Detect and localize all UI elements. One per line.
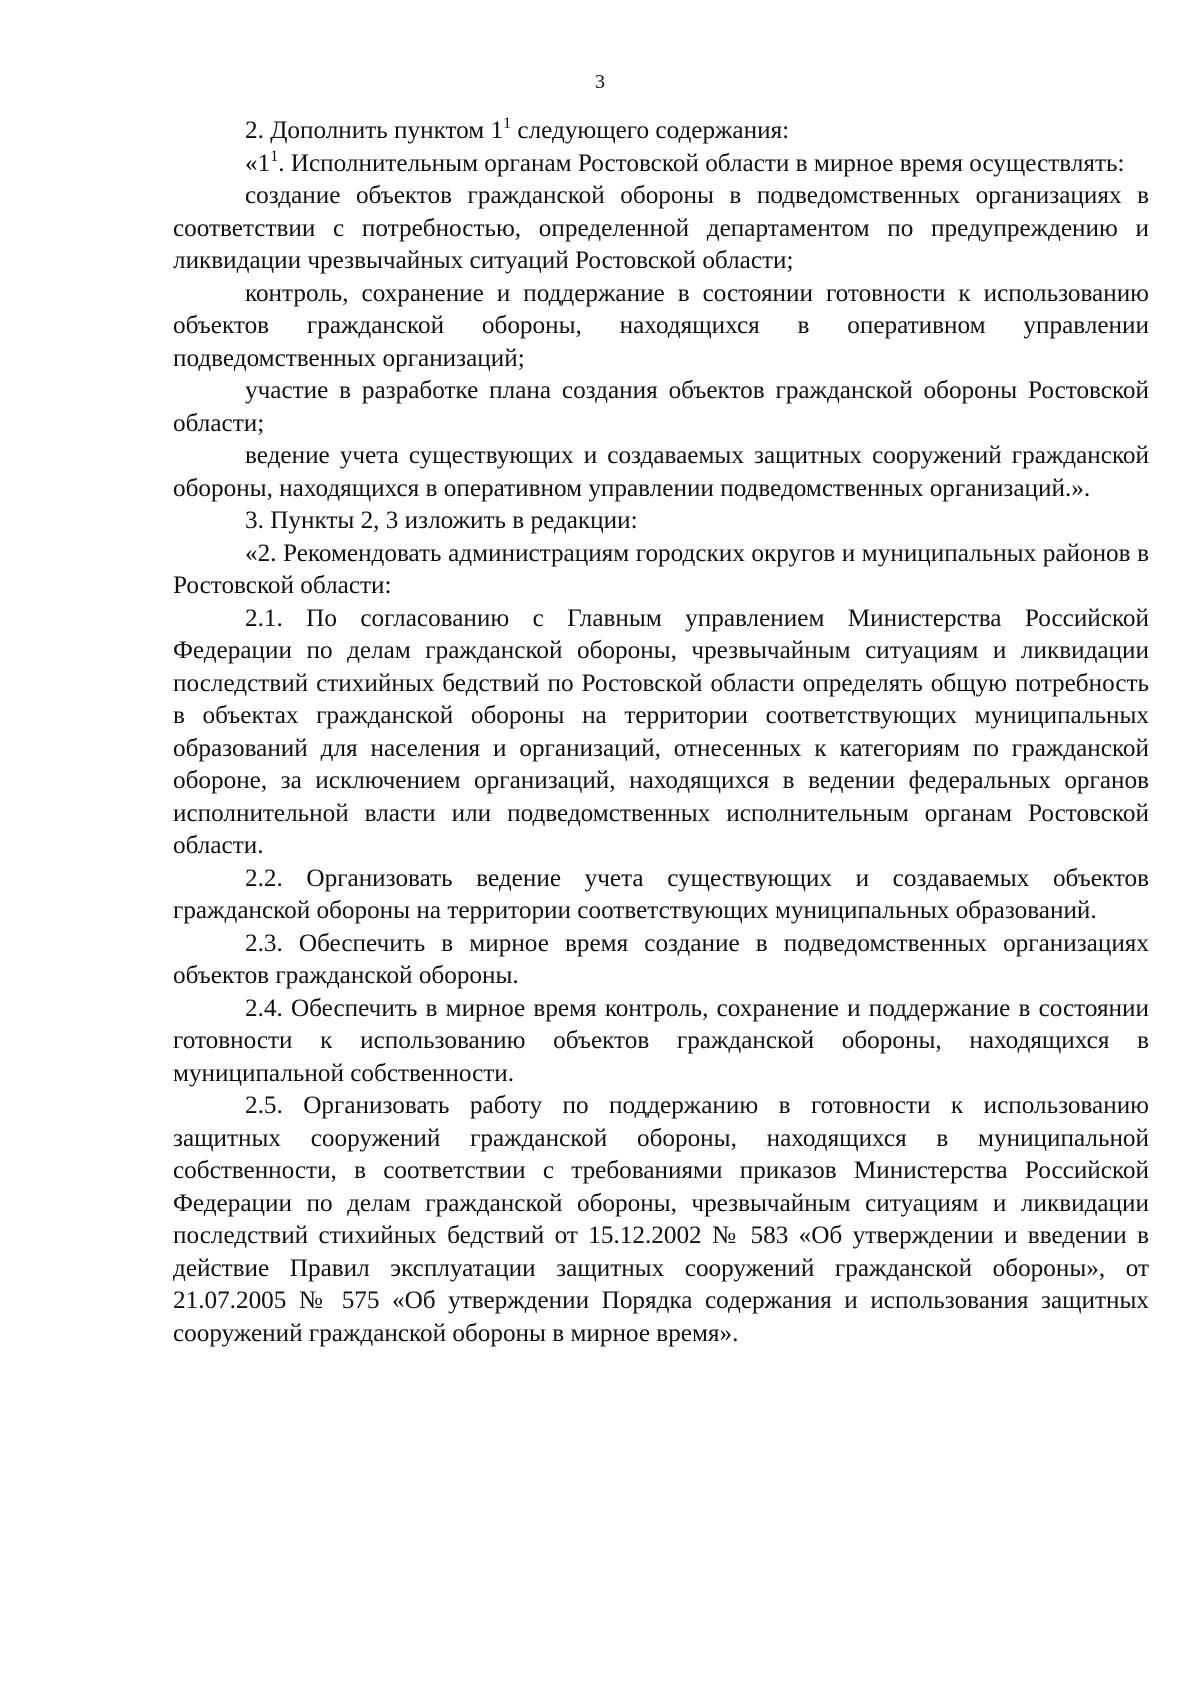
paragraph-text: 2. Дополнить пунктом 1 bbox=[245, 117, 504, 144]
paragraph-item-2-3: 2.3. Обеспечить в мирное время создание в подведомственных организациях объектов гражданской обороны. bbox=[173, 929, 1149, 989]
superscript: 1 bbox=[503, 115, 512, 132]
paragraph: создание объектов гражданской обороны в подведомственных организациях в соответствии с потребностью, определенной департаментом по предупреждению и ликвидации чрезвычайных ситуаций Ростовской области; bbox=[173, 182, 1149, 274]
paragraph-item-2-1: 2.1. По согласованию с Главным управлением Министерства Российской Федерации по делам гражданской обороны, чрезвычайным ситуациям и ликвидации последствий стихийных бедствий по Ростовской области определять общую потребность в объектах гражданской обороны на территории соответствующих муниципальных образований для населения и организаций, отнесенных к категориям по гражданской обороне, за исключением организаций, находящихся в ведении федеральных органов исполнительной власти или подведомственных исполнительным органам Ростовской области. bbox=[173, 604, 1149, 859]
paragraph-item-2-4: 2.4. Обеспечить в мирное время контроль, сохранение и поддержание в состоянии готовности к использованию объектов гражданской обороны, находящихся в муниципальной собственности. bbox=[173, 994, 1149, 1087]
paragraph-text: «1 bbox=[245, 149, 271, 177]
paragraph-item-2-5: 2.5. Организовать работу по поддержанию в готовности к использованию защитных сооружений гражданской обороны, находящихся в муниципальной собственности, в соответствии с требованиями приказов Министерства Российской Федерации по делам гражданской обороны, чрезвычайным ситуациям и ликвидации последствий стихийных бедствий от 15.12.2002 № 583 «Об утверждении и введении в действие Правил эксплуатации защитных сооружений гражданской обороны», от 21.07.2005 № 575 «Об утверждении Порядка содержания и использования защитных сооружений гражданской обороны в мирное время». bbox=[173, 1092, 1149, 1347]
document-body bbox=[173, 115, 1149, 1350]
paragraph-text: . Исполнительным органам Ростовской области в мирное время осуществлять: bbox=[278, 149, 1125, 177]
paragraph-item-3: 3. Пункты 2, 3 изложить в редакции: bbox=[245, 507, 638, 534]
paragraph: ведение учета существующих и создаваемых защитных сооружений гражданской обороны, находящихся в оперативном управлении подведомственных организаций.». bbox=[173, 442, 1149, 502]
paragraph-item-2-2: 2.2. Организовать ведение учета существующих и создаваемых объектов гражданской обороны на территории соответствующих муниципальных образований. bbox=[173, 864, 1149, 924]
superscript: 1 bbox=[270, 147, 279, 165]
paragraph: участие в разработке плана создания объектов гражданской обороны Ростовской области; bbox=[173, 377, 1149, 437]
paragraph-item-1-1 bbox=[173, 148, 1149, 181]
paragraph-item-2 bbox=[173, 115, 1149, 148]
paragraph-item-2-quote: «2. Рекомендовать администрациям городских округов и муниципальных районов в Ростовской области: bbox=[173, 539, 1149, 599]
paragraph-text: следующего содержания: bbox=[511, 117, 790, 144]
page-number: 3 bbox=[595, 71, 605, 93]
paragraph: контроль, сохранение и поддержание в состоянии готовности к использованию объектов гражданской обороны, находящихся в оперативном управлении подведомственных организаций; bbox=[173, 279, 1149, 372]
